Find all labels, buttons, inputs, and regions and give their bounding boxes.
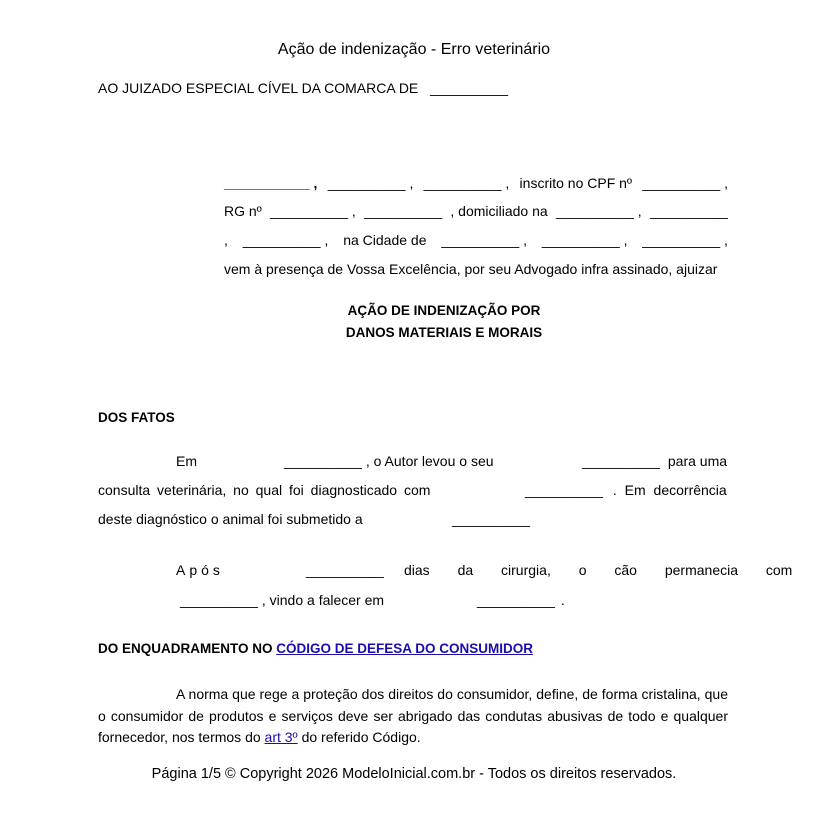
street-blank: __________ , xyxy=(556,203,642,219)
section-heading-cdc xyxy=(98,641,533,656)
cep-blank: __________ , xyxy=(642,232,728,248)
diagnosis-blank: __________ . Em decorrência xyxy=(525,482,727,498)
comma: , xyxy=(224,232,228,248)
issuer-blank: __________ xyxy=(364,203,443,219)
domiciliado-label: , domiciliado na xyxy=(450,203,548,219)
name-blank: ___________ , xyxy=(224,175,318,191)
fatos-line-2: consulta veterinária, no qual foi diagnosticado com xyxy=(98,482,431,498)
comarca-blank: __________ xyxy=(430,80,509,96)
cidade-label: na Cidade de xyxy=(343,232,427,248)
fatos-line-3: deste diagnóstico o animal foi submetido a xyxy=(98,511,363,527)
party-line-2 xyxy=(224,203,728,219)
date-blank: __________ , o Autor levou o seu xyxy=(284,453,494,469)
page-footer: Página 1/5 © Copyright 2026 ModeloInicial.com.br - Todos os direitos reservados. xyxy=(151,766,677,782)
rg-label: RG nº xyxy=(224,203,262,219)
court-heading-text: AO JUIZADO ESPECIAL CÍVEL DA COMARCA DE xyxy=(98,80,419,96)
death-date-blank: __________ . xyxy=(477,592,565,608)
party-line-1 xyxy=(224,175,728,191)
fatos-em: Em xyxy=(176,453,197,469)
procedure-blank: __________ xyxy=(452,511,530,527)
fatos-apos: Após xyxy=(176,562,224,578)
presenca-line: vem à presença de Vossa Excelência, por seu Advogado infra assinado, ajuizar xyxy=(224,261,718,277)
days-blank: __________ xyxy=(306,562,384,578)
document-title: Ação de indenização - Erro veterinário xyxy=(277,41,551,58)
fatos-dias-text xyxy=(404,562,793,578)
animal-blank: __________ para uma xyxy=(582,453,728,469)
action-title-line-1: AÇÃO DE INDENIZAÇÃO POR xyxy=(347,303,541,318)
cdc-paragraph xyxy=(98,684,728,749)
cdc-link[interactable]: CÓDIGO DE DEFESA DO CONSUMIDOR xyxy=(276,641,534,656)
civil-status-blank: __________ , xyxy=(423,175,510,191)
nationality-blank: __________ , xyxy=(327,175,414,191)
cdc-paragraph-text: A norma que rege a proteção dos direitos do consumidor, define, de forma cristalina, que o consumidor de produtos e serviços deve ser abrigado das condutas abusivas de todo e qualquer fornecedor, nos termos do xyxy=(98,686,728,745)
number-blank: __________ xyxy=(650,203,728,219)
cpf-blank: __________ , xyxy=(642,175,728,191)
city-blank: __________ , xyxy=(441,232,527,248)
dias-phrase: dias da cirurgia, o cão permanecia com xyxy=(404,562,793,578)
art3-link[interactable]: art 3º xyxy=(264,729,298,745)
section-heading-fatos: DOS FATOS xyxy=(98,410,175,425)
inscrito-label: inscrito no CPF nº xyxy=(519,175,633,191)
condition-blank: __________ , vindo a falecer em xyxy=(180,592,385,608)
cdc-paragraph-end: do referido Código. xyxy=(301,729,421,745)
district-blank: __________ , xyxy=(242,232,329,248)
action-title-line-2: DANOS MATERIAIS E MORAIS xyxy=(345,325,543,340)
court-heading xyxy=(98,80,508,96)
rg-blank: __________ , xyxy=(270,203,356,219)
state-blank: __________ , xyxy=(541,232,628,248)
party-line-3 xyxy=(224,232,728,248)
cdc-heading-prefix: DO ENQUADRAMENTO NO xyxy=(98,641,273,656)
